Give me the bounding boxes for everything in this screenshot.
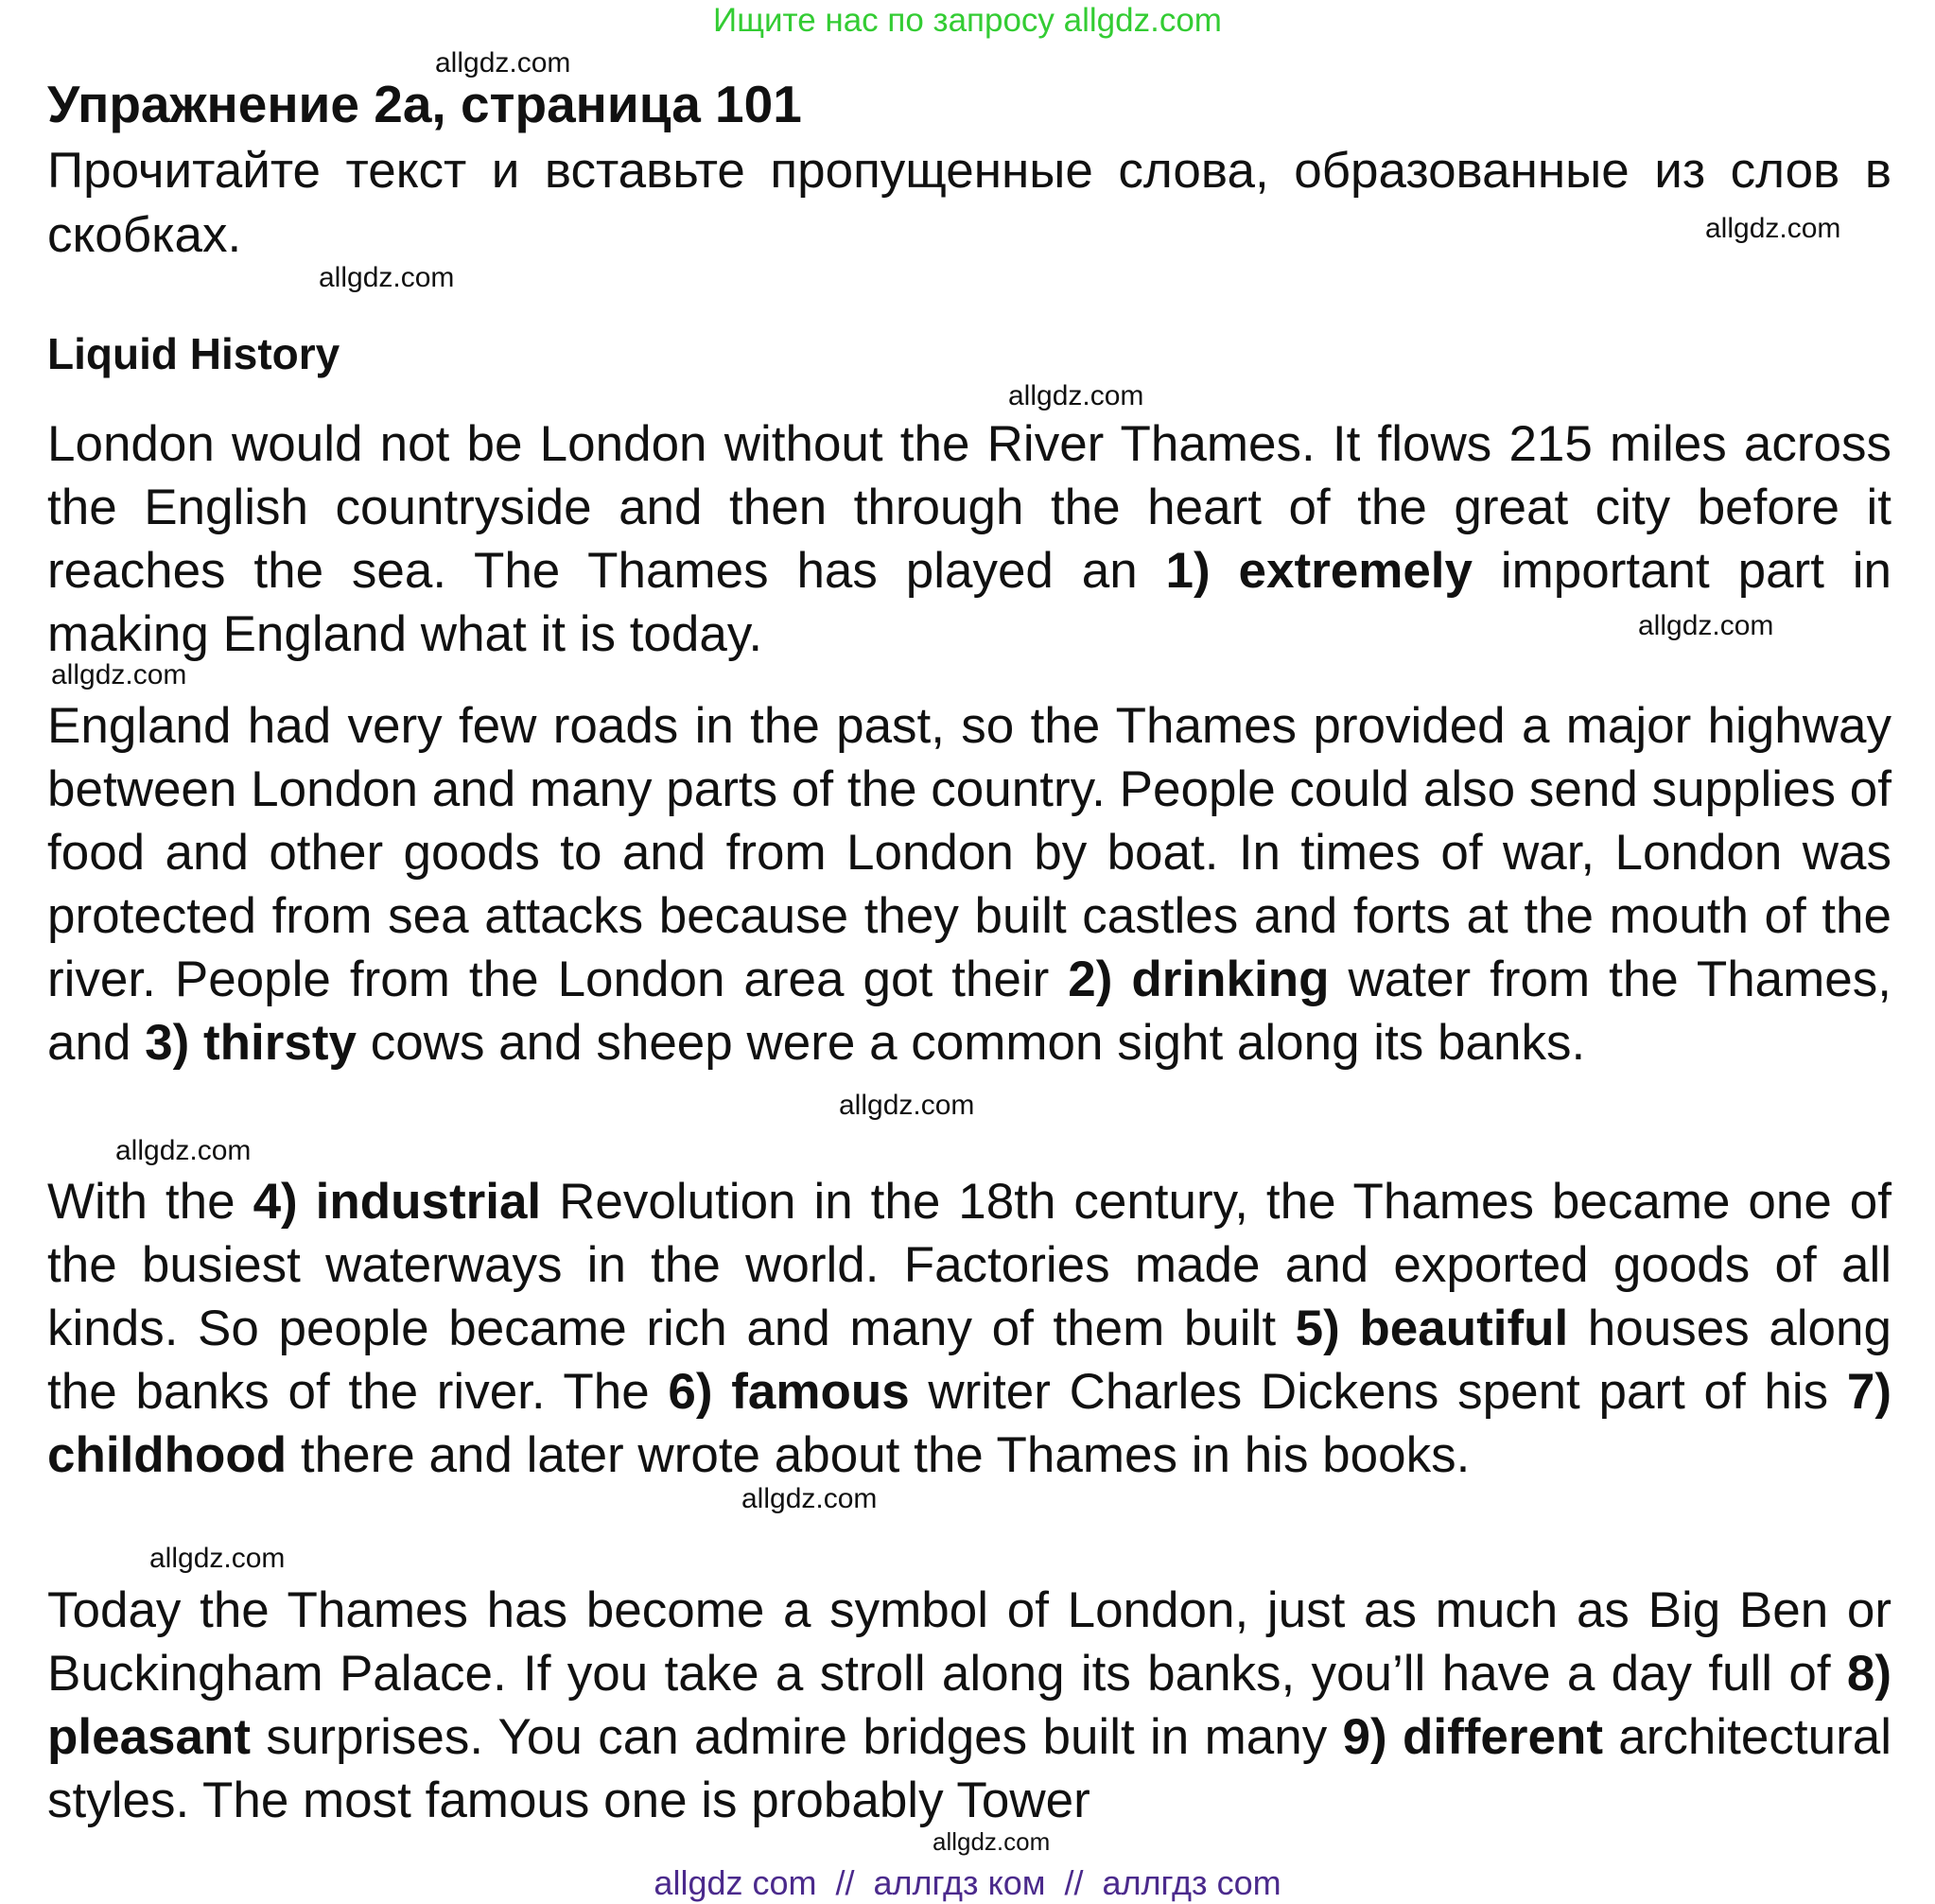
watermark: allgdz.com: [1638, 610, 1774, 641]
paragraph-text: London would not be London without the River Thames. It flows 215 miles across the English countryside and then through the heart of the great city before it reaches the sea. The Thames has played an: [47, 416, 1891, 599]
answer-word: 4) industrial: [253, 1174, 542, 1230]
paragraph-3: [47, 1170, 1891, 1487]
answer-word: 7) childhood: [47, 1364, 1891, 1483]
exercise-instructions: Прочитайте текст и вставьте пропущенные слова, образованные из слов в скобках.: [47, 143, 1891, 263]
watermark: allgdz.com: [933, 1827, 1051, 1856]
watermark: allgdz.com: [1705, 213, 1841, 244]
watermark: allgdz.com: [115, 1135, 252, 1166]
watermark: allgdz.com: [435, 47, 571, 79]
paragraph-text: writer Charles Dickens spent part of his: [909, 1364, 1847, 1420]
answer-word: 5) beautiful: [1295, 1301, 1569, 1356]
answer-word: 6) famous: [668, 1364, 910, 1420]
watermark: allgdz.com: [319, 262, 455, 293]
paragraph-text: important part in making England what it is today.: [47, 543, 1892, 662]
text-title: Liquid History: [47, 329, 340, 378]
paragraph-text: Today the Thames has become a symbol of London, just as much as Big Ben or Buckingham Palace. If you take a stroll along its banks, you’ll have a day full of: [47, 1582, 1891, 1702]
paragraph-text: England had very few roads in the past, so the Thames provided a major highway between London and many parts of the country. People could also send supplies of food and other goods to and from London by boat. In times of war, London was protected from sea attacks because they built castles and forts at the mouth of the river. People from the London area got their: [47, 698, 1891, 1007]
watermark: allgdz.com: [149, 1543, 286, 1574]
paragraph-text: Revolution in the 18th century, the Thames became one of the busiest waterways in the world. Factories made and exported goods of all kinds. So people became rich and many of them built: [47, 1174, 1891, 1356]
paragraph-text: surprises. You can admire bridges built in many: [251, 1709, 1343, 1765]
answer-word: 8) pleasant: [47, 1646, 1891, 1765]
answer-word: 1) extremely: [1165, 543, 1473, 599]
watermark: allgdz.com: [839, 1090, 975, 1121]
paragraph-text: With the: [47, 1174, 253, 1230]
paragraph-text: there and later wrote about the Thames in his books.: [287, 1427, 1471, 1483]
footer-links: allgdz com // аллгдз ком // аллгдз com: [654, 1863, 1281, 1902]
watermark: allgdz.com: [51, 659, 187, 690]
paragraph-text: cows and sheep were a common sight along its banks.: [356, 1015, 1586, 1071]
paragraph-4: [47, 1579, 1891, 1832]
paragraph-text: water from the Thames, and: [47, 952, 1891, 1071]
exercise-title: Упражнение 2a, страница 101: [47, 75, 802, 133]
paragraph-text: houses along the banks of the river. The: [47, 1301, 1891, 1420]
watermark: allgdz.com: [1008, 380, 1144, 411]
answer-word: 2) drinking: [1068, 952, 1330, 1007]
watermark: allgdz.com: [741, 1483, 878, 1514]
paragraph-text: architectural styles. The most famous one is probably Tower: [47, 1709, 1891, 1828]
paragraph-1: [47, 412, 1891, 666]
top-banner: Ищите нас по запросу allgdz.com: [713, 2, 1222, 39]
answer-word: 3) thirsty: [145, 1015, 357, 1071]
paragraph-2: [47, 694, 1891, 1074]
answer-word: 9) different: [1342, 1709, 1603, 1765]
